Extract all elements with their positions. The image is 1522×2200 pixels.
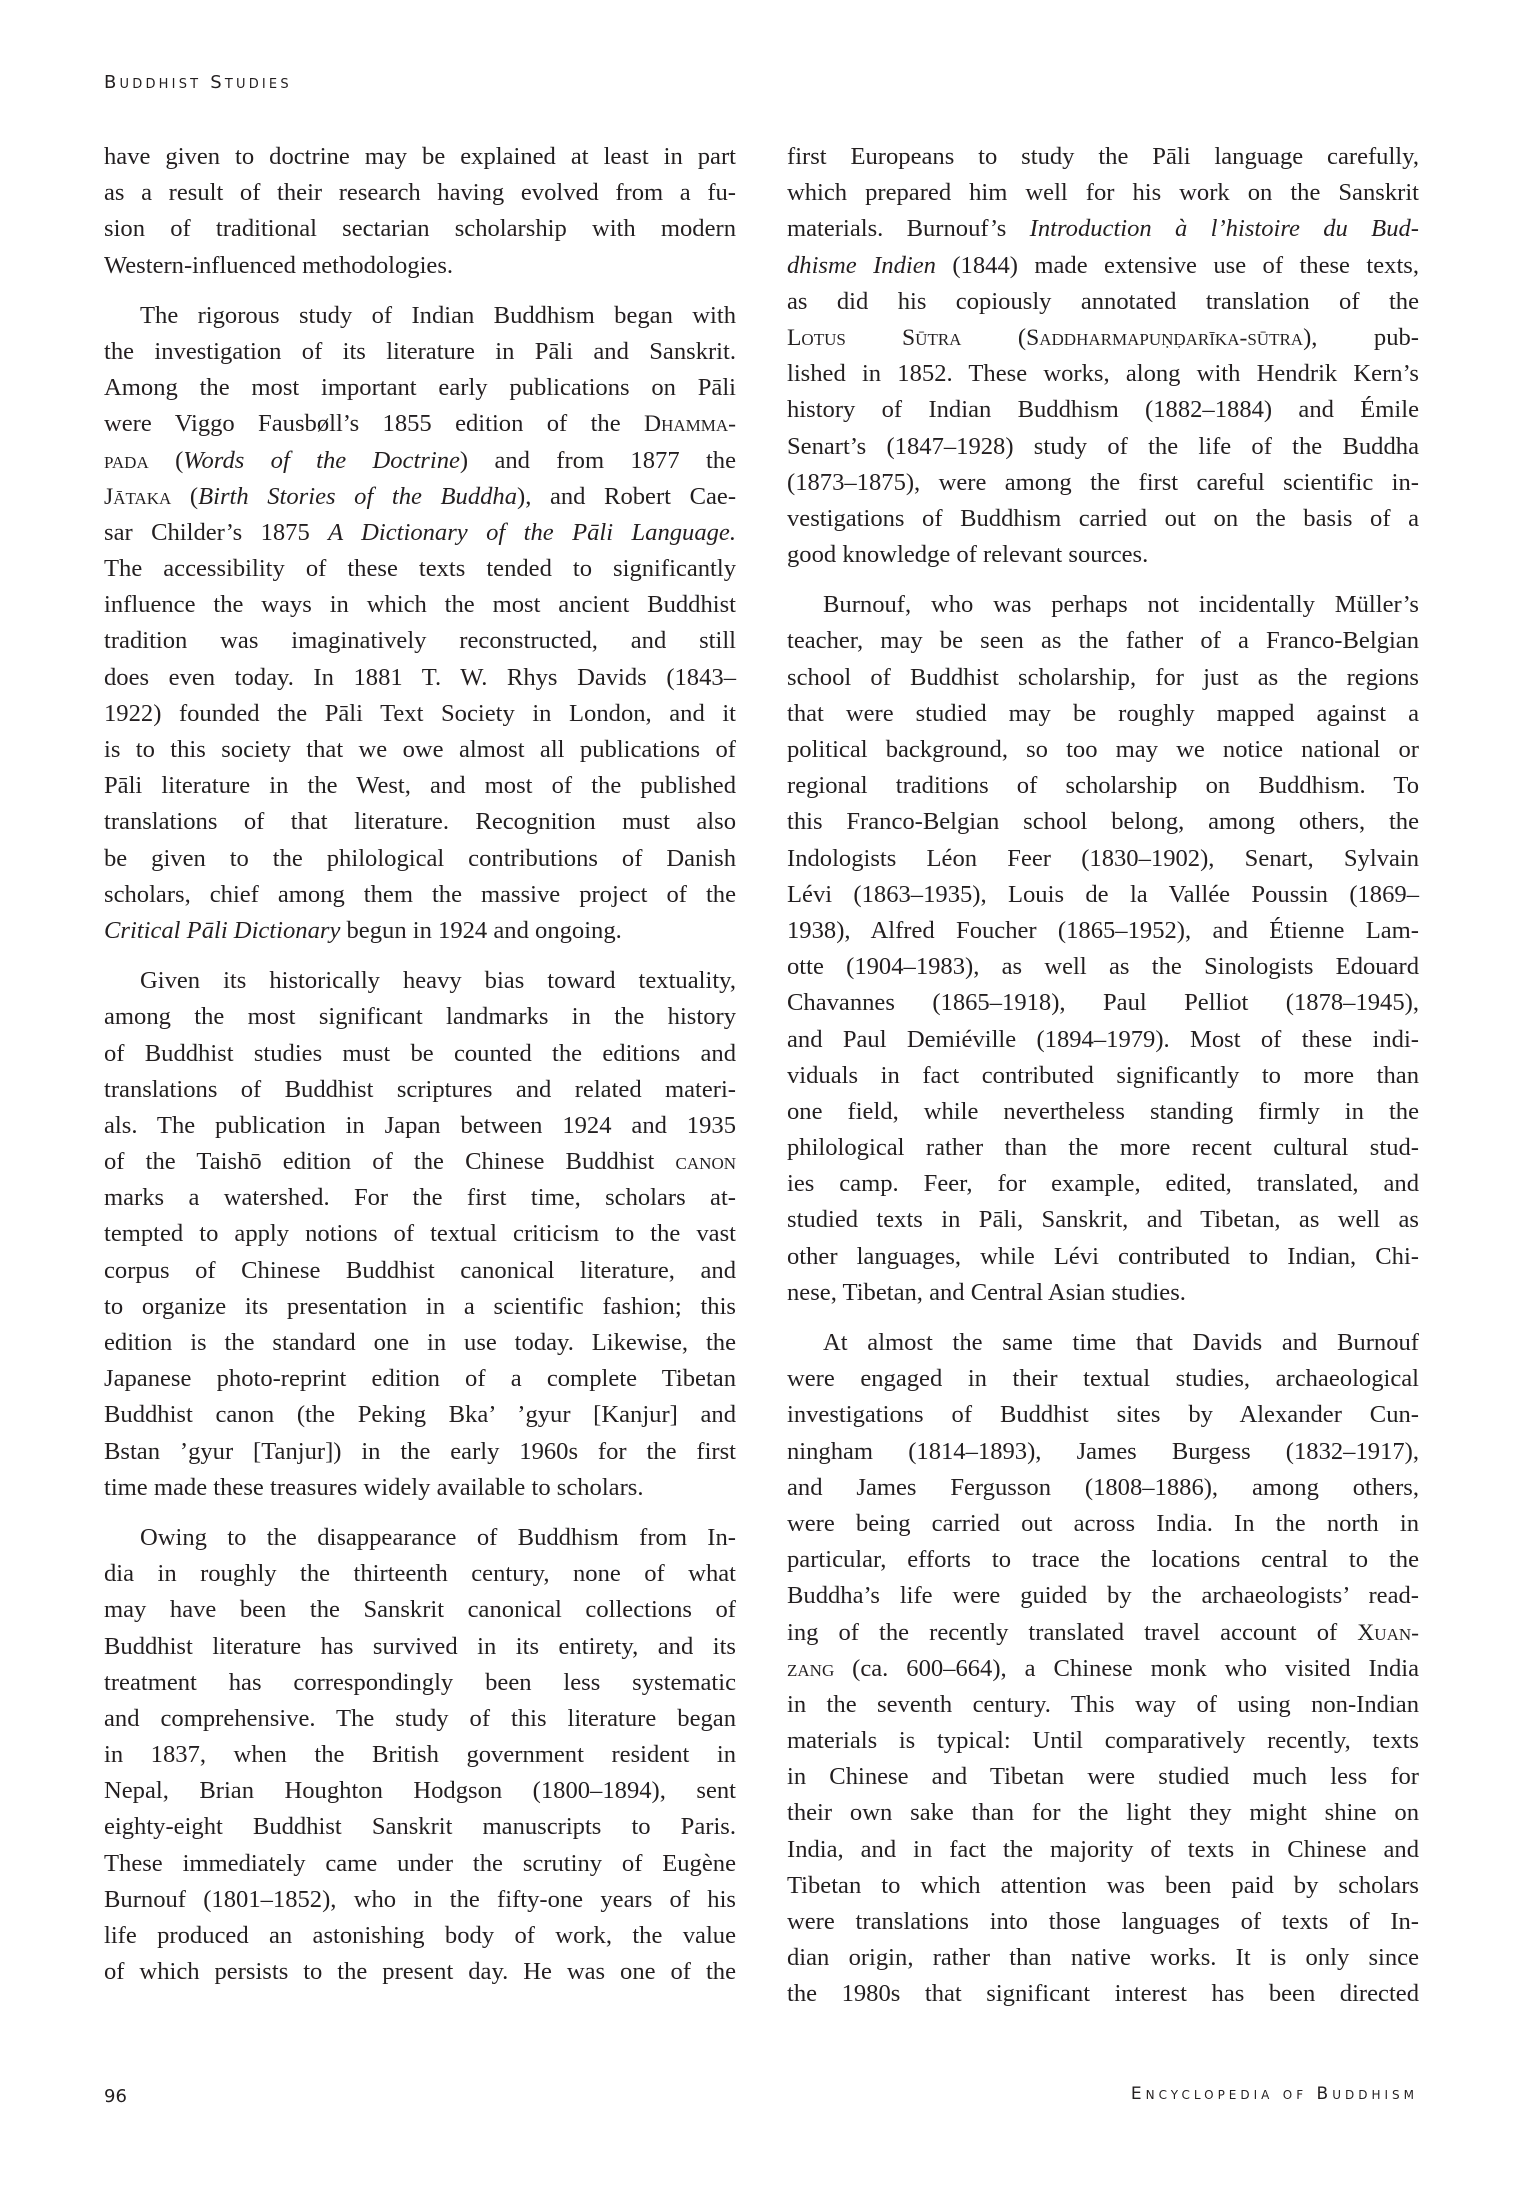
text-segment: their own sake than for the light they might shine on <box>787 1799 1419 1827</box>
text-line <box>104 175 736 211</box>
text-segment: school of Buddhist scholarship, for just as the regions <box>787 663 1419 691</box>
text-segment: Pāli literature in the West, and most of the published <box>104 772 736 800</box>
text-line <box>104 1846 736 1882</box>
paragraph <box>787 587 1419 1311</box>
text-segment: life produced an astonishing body of work, the value <box>104 1922 736 1949</box>
text-segment: may have been the Sanskrit canonical collections of <box>104 1596 736 1624</box>
text-line <box>104 1144 736 1180</box>
italic-title: Critical Pāli Dictionary <box>104 916 341 944</box>
text-segment: among the most significant landmarks in the history <box>104 1003 736 1031</box>
text-line <box>104 1737 736 1773</box>
text-segment: regional traditions of scholarship on Buddhism. To <box>787 772 1419 800</box>
text-segment: dian origin, rather than native works. It is only since <box>787 1944 1419 1972</box>
text-line <box>787 804 1419 840</box>
text-line <box>104 1289 736 1325</box>
italic-title: A Dictionary of the Pāli Language. <box>328 518 736 546</box>
text-segment: the 1980s that significant interest has been directed <box>787 1980 1419 2008</box>
text-line <box>787 1202 1419 1238</box>
text-line <box>104 1325 736 1361</box>
text-segment: The rigorous study of Indian Buddhism began with <box>140 301 736 329</box>
text-line <box>104 1809 736 1845</box>
text-line <box>787 1506 1419 1542</box>
text-segment: ) and from 1877 the <box>459 446 736 474</box>
text-line <box>787 175 1419 211</box>
text-segment: time made these treasures widely available to scholars. <box>104 1473 644 1501</box>
text-segment: Buddhist canon (the Peking Bka’ ’gyur [Kanjur] and <box>104 1401 736 1429</box>
text-segment: and Paul Demiéville (1894–1979). Most of these indi- <box>787 1025 1419 1053</box>
text-line <box>104 1397 736 1433</box>
text-segment: Western-influenced methodologies. <box>104 251 454 279</box>
text-segment: of Buddhist studies must be counted the editions and <box>104 1039 736 1067</box>
text-segment: The accessibility of these texts tended to significantly <box>104 555 736 583</box>
text-segment: that were studied may be roughly mapped against a <box>787 699 1419 727</box>
text-segment: history of Indian Buddhism (1882–1884) and Émile <box>787 396 1419 424</box>
text-line <box>787 1275 1419 1311</box>
text-line <box>787 1723 1419 1759</box>
text-segment: ), and Robert Cae- <box>517 482 737 510</box>
text-segment: begun in 1924 and ongoing. <box>340 916 622 944</box>
text-line <box>104 841 736 877</box>
text-segment: studied texts in Pāli, Sanskrit, and Tibetan, as well as <box>787 1206 1419 1234</box>
text-line <box>787 587 1419 623</box>
text-segment: dia in roughly the thirteenth century, none of what <box>104 1560 736 1588</box>
text-line <box>104 1180 736 1216</box>
text-line <box>787 320 1419 356</box>
text-line <box>104 877 736 913</box>
text-line <box>787 1759 1419 1795</box>
text-segment: Tibetan to which attention was been paid by scholars <box>787 1871 1419 1899</box>
text-segment: scholars, chief among them the massive project of the <box>104 880 736 908</box>
text-segment: first Europeans to study the Pāli language carefully, <box>787 143 1419 170</box>
cross-reference: Saddharmapuṇḍarīka-sūtra <box>1026 324 1304 351</box>
text-segment: of the Taishō edition of the Chinese Buddhist <box>104 1148 676 1176</box>
text-segment: in Chinese and Tibetan were studied much less for <box>787 1763 1419 1791</box>
text-segment: tempted to apply notions of textual criticism to the vast <box>104 1220 736 1248</box>
text-line <box>787 1976 1419 2012</box>
text-line <box>104 551 736 587</box>
text-segment: and James Fergusson (1808–1886), among others, <box>787 1473 1419 1501</box>
text-segment: Bstan ’gyur [Tanjur]) in the early 1960s for the first <box>104 1437 736 1465</box>
text-line <box>104 623 736 659</box>
text-segment: ( <box>171 482 199 510</box>
text-line <box>104 1773 736 1809</box>
text-segment: ing of the recently translated travel account of <box>787 1618 1358 1646</box>
text-segment: sar Childer’s 1875 <box>104 518 329 546</box>
text-segment: ningham (1814–1893), James Burgess (1832–1917), <box>787 1437 1419 1465</box>
text-line <box>104 804 736 840</box>
paragraph <box>104 298 736 949</box>
text-line <box>787 1130 1419 1166</box>
text-segment: materials. Burnouf’s <box>787 215 1030 243</box>
text-line <box>787 139 1419 175</box>
text-line <box>104 963 736 999</box>
text-line <box>104 334 736 370</box>
text-line <box>787 1094 1419 1130</box>
text-line <box>104 1918 736 1954</box>
text-segment: to organize its presentation in a scientific fashion; this <box>104 1292 736 1320</box>
text-line <box>787 392 1419 428</box>
paragraph <box>104 1520 736 1990</box>
text-segment: Burnouf, who was perhaps not incidentally Müller’s <box>823 591 1419 619</box>
text-segment: teacher, may be seen as the father of a Franco-Belgian <box>787 627 1419 655</box>
text-line <box>104 1556 736 1592</box>
text-line <box>787 1795 1419 1831</box>
text-line <box>787 1940 1419 1976</box>
text-line <box>787 841 1419 877</box>
cross-reference: zang <box>787 1655 835 1682</box>
text-line <box>104 696 736 732</box>
text-line <box>787 501 1419 537</box>
cross-reference: canon <box>675 1149 736 1176</box>
text-line <box>787 248 1419 284</box>
text-line <box>104 211 736 247</box>
text-line <box>104 913 736 949</box>
text-line <box>104 1253 736 1289</box>
text-line <box>787 1868 1419 1904</box>
text-segment: in 1837, when the British government resident in <box>104 1741 736 1769</box>
text-line <box>104 1629 736 1665</box>
text-segment: nese, Tibetan, and Central Asian studies. <box>787 1278 1186 1306</box>
text-line <box>104 406 736 442</box>
text-line <box>787 537 1419 573</box>
text-segment: philological rather than the more recent cultural stud- <box>787 1134 1419 1162</box>
right-column <box>787 139 1419 2027</box>
page-number: 96 <box>104 2086 127 2107</box>
text-line <box>787 1651 1419 1687</box>
text-line <box>104 1036 736 1072</box>
text-segment: 1938), Alfred Foucher (1865–1952), and Étienne Lam- <box>787 916 1419 944</box>
text-line <box>104 1216 736 1252</box>
text-line <box>104 1592 736 1628</box>
text-segment: 1922) founded the Pāli Text Society in London, and it <box>104 699 736 727</box>
text-segment: were Viggo Fausbøll’s 1855 edition of the <box>104 410 645 438</box>
text-line <box>787 1166 1419 1202</box>
text-segment: other languages, while Lévi contributed to Indian, Chi- <box>787 1242 1419 1270</box>
text-segment: political background, so too may we notice national or <box>787 736 1419 763</box>
text-segment: eighty-eight Buddhist Sanskrit manuscripts to Paris. <box>104 1813 736 1841</box>
text-segment: lished in 1852. These works, along with Hendrik Kern’s <box>787 360 1419 388</box>
text-line <box>787 1904 1419 1940</box>
text-segment: marks a watershed. For the first time, scholars at- <box>104 1184 736 1212</box>
text-segment: Indologists Léon Feer (1830–1902), Senart, Sylvain <box>787 844 1419 872</box>
text-line <box>787 732 1419 768</box>
text-segment: influence the ways in which the most ancient Buddhist <box>104 591 736 619</box>
text-line <box>104 248 736 284</box>
text-segment: (ca. 600–664), a Chinese monk who visited India <box>834 1654 1419 1682</box>
text-segment: Senart’s (1847–1928) study of the life of the Buddha <box>787 432 1419 460</box>
text-line <box>104 1434 736 1470</box>
text-segment: ), pub- <box>1303 323 1419 351</box>
text-line <box>787 1687 1419 1723</box>
text-line <box>787 356 1419 392</box>
text-line <box>787 1542 1419 1578</box>
cross-reference: Xuan- <box>1357 1619 1419 1646</box>
text-line <box>787 1022 1419 1058</box>
text-line <box>787 768 1419 804</box>
text-line <box>104 1470 736 1506</box>
text-segment: Owing to the disappearance of Buddhism from In- <box>140 1523 736 1551</box>
text-line <box>787 660 1419 696</box>
text-line <box>787 1397 1419 1433</box>
text-line <box>104 443 736 479</box>
text-line <box>787 1615 1419 1651</box>
text-segment: ies camp. Feer, for example, edited, translated, and <box>787 1170 1419 1198</box>
text-line <box>787 211 1419 247</box>
text-segment: India, and in fact the majority of texts in Chinese and <box>787 1835 1419 1863</box>
text-segment: the investigation of its literature in Pāli and Sanskrit. <box>104 337 736 365</box>
text-line <box>104 1701 736 1737</box>
text-line <box>787 696 1419 732</box>
text-line <box>787 623 1419 659</box>
text-segment: Burnouf (1801–1852), who in the fifty-one years of his <box>104 1885 736 1913</box>
text-line <box>104 999 736 1035</box>
text-segment: does even today. In 1881 T. W. Rhys Davids (1843– <box>104 663 736 691</box>
cross-reference: Jātaka <box>104 483 172 510</box>
text-segment: Given its historically heavy bias toward textuality, <box>140 967 736 995</box>
italic-title: dhisme Indien <box>787 251 936 279</box>
text-line <box>104 298 736 334</box>
paragraph <box>104 963 736 1506</box>
text-segment: as did his copiously annotated translation of the <box>787 287 1419 315</box>
text-line <box>104 1954 736 1990</box>
text-segment: were translations into those languages of texts of In- <box>787 1908 1419 1935</box>
left-column <box>104 139 736 2004</box>
cross-reference: Dhamma- <box>644 411 736 438</box>
text-segment: in the seventh century. This way of using non-Indian <box>787 1690 1419 1718</box>
text-line <box>787 1470 1419 1506</box>
text-segment: be given to the philological contributions of Danish <box>104 844 736 872</box>
text-segment: particular, efforts to trace the locations central to the <box>787 1546 1419 1574</box>
cross-reference: Lotus Sūtra <box>787 324 962 351</box>
text-line <box>787 1578 1419 1614</box>
text-line <box>104 515 736 551</box>
text-segment: Lévi (1863–1935), Louis de la Vallée Poussin (1869– <box>787 880 1419 908</box>
italic-title: Birth Stories of the Buddha <box>198 482 518 510</box>
text-line <box>787 284 1419 320</box>
italic-title: Words of the Doctrine <box>183 446 460 474</box>
text-line <box>104 479 736 515</box>
text-line <box>104 370 736 406</box>
text-segment: have given to doctrine may be explained at least in part <box>104 143 736 170</box>
paragraph <box>787 139 1419 573</box>
text-line <box>787 1434 1419 1470</box>
text-segment: this Franco-Belgian school belong, among others, the <box>787 808 1419 836</box>
text-segment: als. The publication in Japan between 1924 and 1935 <box>104 1111 736 1139</box>
text-segment: one field, while nevertheless standing firmly in the <box>787 1097 1419 1125</box>
text-segment: is to this society that we owe almost all publications of <box>104 736 736 763</box>
text-line <box>104 1361 736 1397</box>
text-line <box>104 1108 736 1144</box>
text-line <box>104 587 736 623</box>
text-segment: of which persists to the present day. He was one of the <box>104 1958 736 1986</box>
italic-title: Introduction à l’histoire du Bud- <box>1029 215 1419 243</box>
text-line <box>787 465 1419 501</box>
text-line <box>787 877 1419 913</box>
text-line <box>104 1665 736 1701</box>
text-segment: were engaged in their textual studies, archaeological <box>787 1365 1419 1393</box>
text-segment: translations of Buddhist scriptures and related materi- <box>104 1075 736 1103</box>
text-segment: Buddha’s life were guided by the archaeologists’ read- <box>787 1582 1419 1610</box>
text-segment: Buddhist literature has survived in its entirety, and its <box>104 1632 736 1660</box>
text-line <box>104 660 736 696</box>
text-segment: Japanese photo-reprint edition of a complete Tibetan <box>104 1365 736 1393</box>
text-line <box>104 1072 736 1108</box>
book-title: Encyclopedia of Buddhism <box>1130 2084 1418 2104</box>
text-segment: Among the most important early publications on Pāli <box>104 374 736 402</box>
text-line <box>787 1832 1419 1868</box>
text-segment: which prepared him well for his work on the Sanskrit <box>787 179 1419 207</box>
text-line <box>787 913 1419 949</box>
text-line <box>787 949 1419 985</box>
text-segment: and comprehensive. The study of this literature began <box>104 1704 736 1732</box>
text-segment: good knowledge of relevant sources. <box>787 541 1149 569</box>
paragraph <box>787 1325 1419 2013</box>
text-segment: viduals in fact contributed significantly to more than <box>787 1061 1419 1089</box>
text-line <box>104 1882 736 1918</box>
text-segment: tradition was imaginatively reconstructed, and still <box>104 627 736 655</box>
text-line <box>787 429 1419 465</box>
text-segment: were being carried out across India. In the north in <box>787 1509 1419 1537</box>
text-line <box>787 1239 1419 1275</box>
running-head: Buddhist Studies <box>104 72 292 93</box>
text-segment: sion of traditional sectarian scholarship with modern <box>104 215 736 243</box>
text-segment: materials is typical: Until comparatively recently, texts <box>787 1727 1419 1755</box>
text-line <box>787 1058 1419 1094</box>
text-segment: as a result of their research having evolved from a fu- <box>104 179 736 207</box>
text-segment: ( <box>148 446 184 474</box>
text-line <box>787 1325 1419 1361</box>
text-segment: Nepal, Brian Houghton Hodgson (1800–1894), sent <box>104 1777 736 1805</box>
text-segment: These immediately came under the scrutiny of Eugène <box>104 1849 736 1877</box>
text-segment: (1873–1875), were among the first careful scientific in- <box>787 468 1419 496</box>
cross-reference: pada <box>104 447 149 474</box>
text-line <box>104 732 736 768</box>
text-segment: vestigations of Buddhism carried out on the basis of a <box>787 504 1419 532</box>
text-segment: ( <box>961 323 1027 351</box>
text-segment: treatment has correspondingly been less systematic <box>104 1668 736 1696</box>
text-segment: edition is the standard one in use today. Likewise, the <box>104 1329 736 1356</box>
text-line <box>787 985 1419 1021</box>
text-segment: otte (1904–1983), as well as the Sinologists Edouard <box>787 953 1419 981</box>
paragraph <box>104 139 736 284</box>
text-segment: corpus of Chinese Buddhist canonical literature, and <box>104 1256 736 1284</box>
text-line <box>787 1361 1419 1397</box>
text-line <box>104 139 736 175</box>
text-segment: translations of that literature. Recognition must also <box>104 808 736 836</box>
text-line <box>104 768 736 804</box>
text-segment: (1844) made extensive use of these texts, <box>935 251 1419 279</box>
text-line <box>104 1520 736 1556</box>
text-segment: At almost the same time that Davids and Burnouf <box>823 1329 1419 1356</box>
text-segment: Chavannes (1865–1918), Paul Pelliot (1878–1945), <box>787 989 1419 1017</box>
text-segment: investigations of Buddhist sites by Alexander Cun- <box>787 1401 1419 1429</box>
